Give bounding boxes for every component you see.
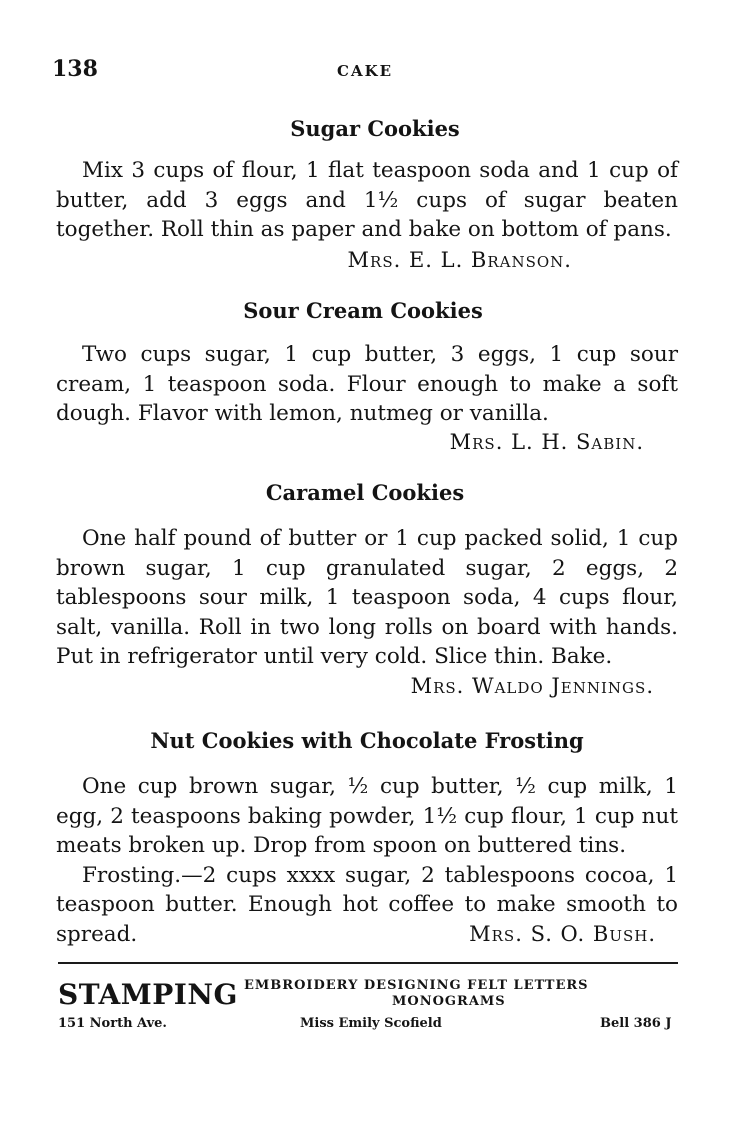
ad-brand: STAMPING bbox=[58, 978, 238, 1011]
recipe-title: Sugar Cookies bbox=[290, 116, 460, 141]
ad-phone: Bell 386 J bbox=[600, 1016, 672, 1031]
page-number: 138 bbox=[52, 56, 98, 82]
recipe-body bbox=[56, 524, 678, 672]
recipe-text: Mix 3 cups of flour, 1 flat teaspoon soda and 1 cup of butter, add 3 eggs and 1½ cups of sugar beaten together. Roll thin as paper and bake on bottom of pans. bbox=[56, 158, 678, 242]
ad-services-monograms: MONOGRAMS bbox=[392, 994, 506, 1009]
recipe-byline: Mrs. L. H. Sabin. bbox=[449, 430, 644, 454]
ad-proprietor: Miss Emily Scofield bbox=[300, 1016, 442, 1031]
recipe-text: One half pound of butter or 1 cup packed solid, 1 cup brown sugar, 1 cup granulated sugar, 2 eggs, 2 tablespoons sour milk, 1 teaspoon soda, 4 cups flour, salt, vanilla. Roll in two long rolls on board with hands. Put in refrigerator until very cold. Slice thin. Bake. bbox=[56, 526, 678, 669]
recipe-title: Caramel Cookies bbox=[265, 480, 465, 505]
recipe-byline: Mrs. Waldo Jennings. bbox=[410, 674, 654, 698]
recipe-text: Two cups sugar, 1 cup butter, 3 eggs, 1 cup sour cream, 1 teaspoon soda. Flour enough to make a soft dough. Flavor with lemon, nutmeg or vanilla. bbox=[56, 342, 678, 426]
recipe-body bbox=[56, 156, 678, 245]
running-head: CAKE bbox=[337, 62, 394, 80]
ad-divider bbox=[58, 962, 678, 964]
ad-services: EMBROIDERY DESIGNING FELT LETTERS bbox=[244, 978, 589, 993]
page-header bbox=[52, 56, 690, 86]
recipe-body bbox=[56, 340, 678, 429]
ad-address: 151 North Ave. bbox=[58, 1016, 167, 1031]
recipe-title: Nut Cookies with Chocolate Frosting bbox=[150, 728, 584, 753]
frosting-text: Frosting.—2 cups xxxx sugar, 2 tablespoons cocoa, 1 teaspoon butter. Enough hot coffee to make smooth to spread. bbox=[56, 862, 678, 947]
recipe-title: Sour Cream Cookies bbox=[243, 298, 483, 323]
recipe-byline: Mrs. E. L. Branson. bbox=[347, 248, 572, 272]
recipe-text: One cup brown sugar, ½ cup butter, ½ cup milk, 1 egg, 2 teaspoons baking powder, 1½ cup flour, 1 cup nut meats broken up. Drop from spoon on buttered tins. bbox=[56, 774, 678, 858]
recipe-byline: Mrs. S. O. Bush. bbox=[469, 922, 656, 946]
